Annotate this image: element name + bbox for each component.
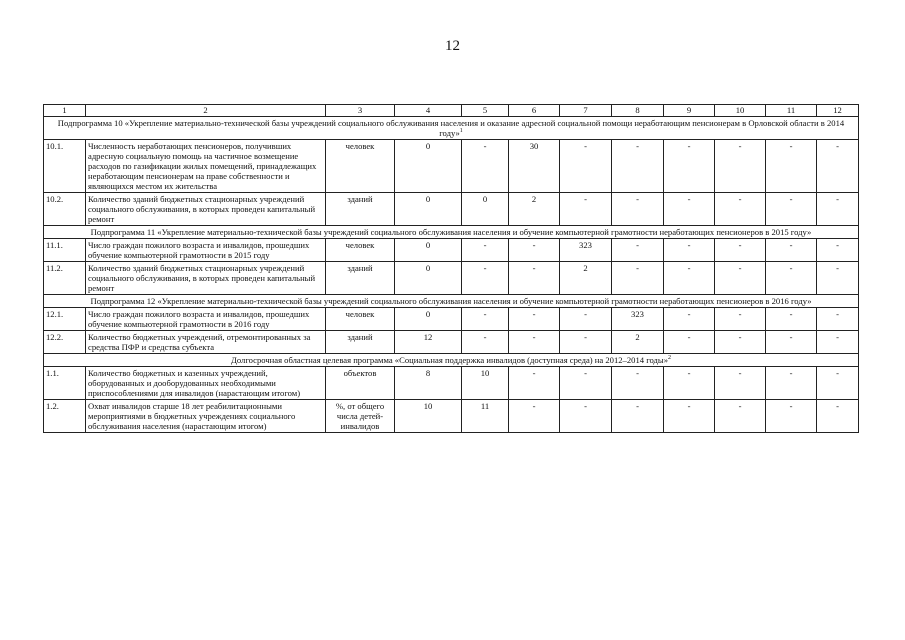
indicator-value: - (817, 331, 859, 354)
indicator-value: - (715, 367, 766, 400)
table-row (44, 140, 859, 193)
indicator-value: - (509, 400, 560, 433)
section-header-row (44, 117, 859, 140)
indicator-value: - (462, 140, 509, 193)
row-number: 10.2. (44, 193, 86, 226)
indicator-value: - (817, 367, 859, 400)
section-title-text: Долгосрочная областная целевая программа «Социальная поддержка инвалидов (доступная среда) на 2012–2014 годы» (231, 355, 668, 365)
unit-of-measure: зданий (326, 262, 395, 295)
column-number-cell: 3 (326, 105, 395, 117)
indicator-value: - (766, 140, 817, 193)
indicator-value: - (664, 262, 715, 295)
indicator-value: - (509, 331, 560, 354)
indicator-description: Количество зданий бюджетных стационарных учреждений социального обслуживания, в которых проведен капитальный ремонт (86, 262, 326, 295)
indicator-value: 12 (395, 331, 462, 354)
table-row (44, 193, 859, 226)
indicator-value: - (715, 308, 766, 331)
indicator-value: 0 (462, 193, 509, 226)
unit-of-measure: человек (326, 239, 395, 262)
indicator-value: - (715, 140, 766, 193)
indicator-value: - (612, 239, 664, 262)
table-row (44, 331, 859, 354)
indicator-description: Количество бюджетных учреждений, отремонтированных за средства ПФР и средства субъекта (86, 331, 326, 354)
indicator-value: - (817, 193, 859, 226)
section-title (44, 226, 859, 239)
indicator-value: 11 (462, 400, 509, 433)
row-number: 12.1. (44, 308, 86, 331)
unit-of-measure: зданий (326, 193, 395, 226)
indicator-value: - (715, 400, 766, 433)
section-header-row (44, 354, 859, 367)
section-title (44, 354, 859, 367)
column-number-cell: 12 (817, 105, 859, 117)
indicator-value: - (766, 331, 817, 354)
indicator-description: Численность неработающих пенсионеров, получивших адресную социальную помощь на частичное возмещение расходов по газификации жилых помещений, принадлежащих неработающим пенсионерам на праве собственности и являющихся местом их жительства (86, 140, 326, 193)
indicator-value: - (664, 331, 715, 354)
section-header-row (44, 295, 859, 308)
indicator-value: - (817, 140, 859, 193)
column-number-cell: 8 (612, 105, 664, 117)
indicator-value: - (462, 262, 509, 295)
indicator-value: - (664, 140, 715, 193)
indicator-value: - (715, 262, 766, 295)
indicator-value: 8 (395, 367, 462, 400)
column-number-cell: 6 (509, 105, 560, 117)
row-number: 11.2. (44, 262, 86, 295)
table-row (44, 400, 859, 433)
indicator-value: 0 (395, 239, 462, 262)
indicator-value: - (612, 367, 664, 400)
indicator-description: Количество зданий бюджетных стационарных учреждений социального обслуживания, в которых проведен капитальный ремонт (86, 193, 326, 226)
indicator-value: - (462, 308, 509, 331)
indicator-value: - (715, 331, 766, 354)
column-number-cell: 11 (766, 105, 817, 117)
indicator-value: - (766, 262, 817, 295)
indicator-value: - (462, 331, 509, 354)
table-body (44, 105, 859, 433)
indicator-value: - (509, 262, 560, 295)
indicator-value: - (509, 367, 560, 400)
indicator-description: Количество бюджетных и казенных учреждений, оборудованных и дооборудованных необходимыми приспособлениями для инвалидов (нарастающим итогом) (86, 367, 326, 400)
section-title (44, 117, 859, 140)
indicator-value: - (560, 193, 612, 226)
indicator-value: - (664, 193, 715, 226)
indicator-value: - (664, 308, 715, 331)
indicator-value: - (817, 239, 859, 262)
section-title (44, 295, 859, 308)
indicator-value: - (560, 367, 612, 400)
indicator-value: - (766, 367, 817, 400)
unit-of-measure: человек (326, 308, 395, 331)
unit-of-measure: объектов (326, 367, 395, 400)
indicator-value: 30 (509, 140, 560, 193)
row-number: 1.1. (44, 367, 86, 400)
indicator-value: - (612, 140, 664, 193)
indicator-value: 323 (612, 308, 664, 331)
indicator-value: - (766, 239, 817, 262)
indicator-value: - (560, 140, 612, 193)
indicator-description: Охват инвалидов старше 18 лет реабилитационными мероприятиями в бюджетных учреждениях социального обслуживания населения (нарастающим итогом) (86, 400, 326, 433)
indicators-table (43, 104, 859, 433)
indicator-value: - (612, 400, 664, 433)
indicator-value: - (766, 400, 817, 433)
indicator-value: - (664, 367, 715, 400)
indicator-value: - (664, 400, 715, 433)
indicator-value: 0 (395, 140, 462, 193)
footnote-marker: 1 (459, 128, 463, 135)
table-row (44, 239, 859, 262)
indicator-value: - (560, 331, 612, 354)
indicator-value: - (612, 262, 664, 295)
indicator-description: Число граждан пожилого возраста и инвалидов, прошедших обучение компьютерной грамотности в 2015 году (86, 239, 326, 262)
column-number-cell: 10 (715, 105, 766, 117)
indicator-value: 323 (560, 239, 612, 262)
indicator-value: 2 (509, 193, 560, 226)
indicator-value: 10 (462, 367, 509, 400)
indicator-value: 0 (395, 308, 462, 331)
unit-of-measure: человек (326, 140, 395, 193)
column-numbers-row (44, 105, 859, 117)
indicator-value: 2 (560, 262, 612, 295)
indicator-value: - (817, 308, 859, 331)
row-number: 12.2. (44, 331, 86, 354)
indicator-value: - (560, 308, 612, 331)
indicator-value: - (664, 239, 715, 262)
row-number: 11.1. (44, 239, 86, 262)
indicator-value: - (509, 308, 560, 331)
indicator-value: - (560, 400, 612, 433)
table-row (44, 308, 859, 331)
section-title-text: Подпрограмма 12 «Укрепление материально-технической базы учреждений социального обслуживания населения и обучение компьютерной грамотности неработающих пенсионеров в 2016 году» (90, 296, 812, 306)
indicator-value: 2 (612, 331, 664, 354)
row-number: 1.2. (44, 400, 86, 433)
column-number-cell: 1 (44, 105, 86, 117)
table-row (44, 367, 859, 400)
indicator-value: - (766, 308, 817, 331)
indicator-value: - (509, 239, 560, 262)
table-row (44, 262, 859, 295)
indicator-value: - (715, 239, 766, 262)
row-number: 10.1. (44, 140, 86, 193)
column-number-cell: 5 (462, 105, 509, 117)
footnote-marker: 2 (668, 355, 671, 362)
indicator-value: - (715, 193, 766, 226)
indicator-value: - (817, 400, 859, 433)
indicator-description: Число граждан пожилого возраста и инвалидов, прошедших обучение компьютерной грамотности в 2016 году (86, 308, 326, 331)
indicator-value: - (766, 193, 817, 226)
page-number: 12 (445, 38, 460, 54)
indicator-value: 0 (395, 262, 462, 295)
column-number-cell: 2 (86, 105, 326, 117)
column-number-cell: 9 (664, 105, 715, 117)
indicator-value: - (612, 193, 664, 226)
unit-of-measure: зданий (326, 331, 395, 354)
unit-of-measure: %, от общего числа детей-инвалидов (326, 400, 395, 433)
column-number-cell: 4 (395, 105, 462, 117)
section-header-row (44, 226, 859, 239)
section-title-text: Подпрограмма 11 «Укрепление материально-технической базы учреждений социального обслуживания населения и обучение компьютерной грамотности неработающих пенсионеров в 2015 году» (90, 227, 812, 237)
indicator-value: 10 (395, 400, 462, 433)
indicator-value: - (462, 239, 509, 262)
section-title-text: Подпрограмма 10 «Укрепление материально-технической базы учреждений социального обслуживания населения и оказание адресной социальной помощи неработающим пенсионерам в Орловской области в 2014 году» (57, 118, 845, 138)
indicator-value: - (817, 262, 859, 295)
indicator-value: 0 (395, 193, 462, 226)
column-number-cell: 7 (560, 105, 612, 117)
